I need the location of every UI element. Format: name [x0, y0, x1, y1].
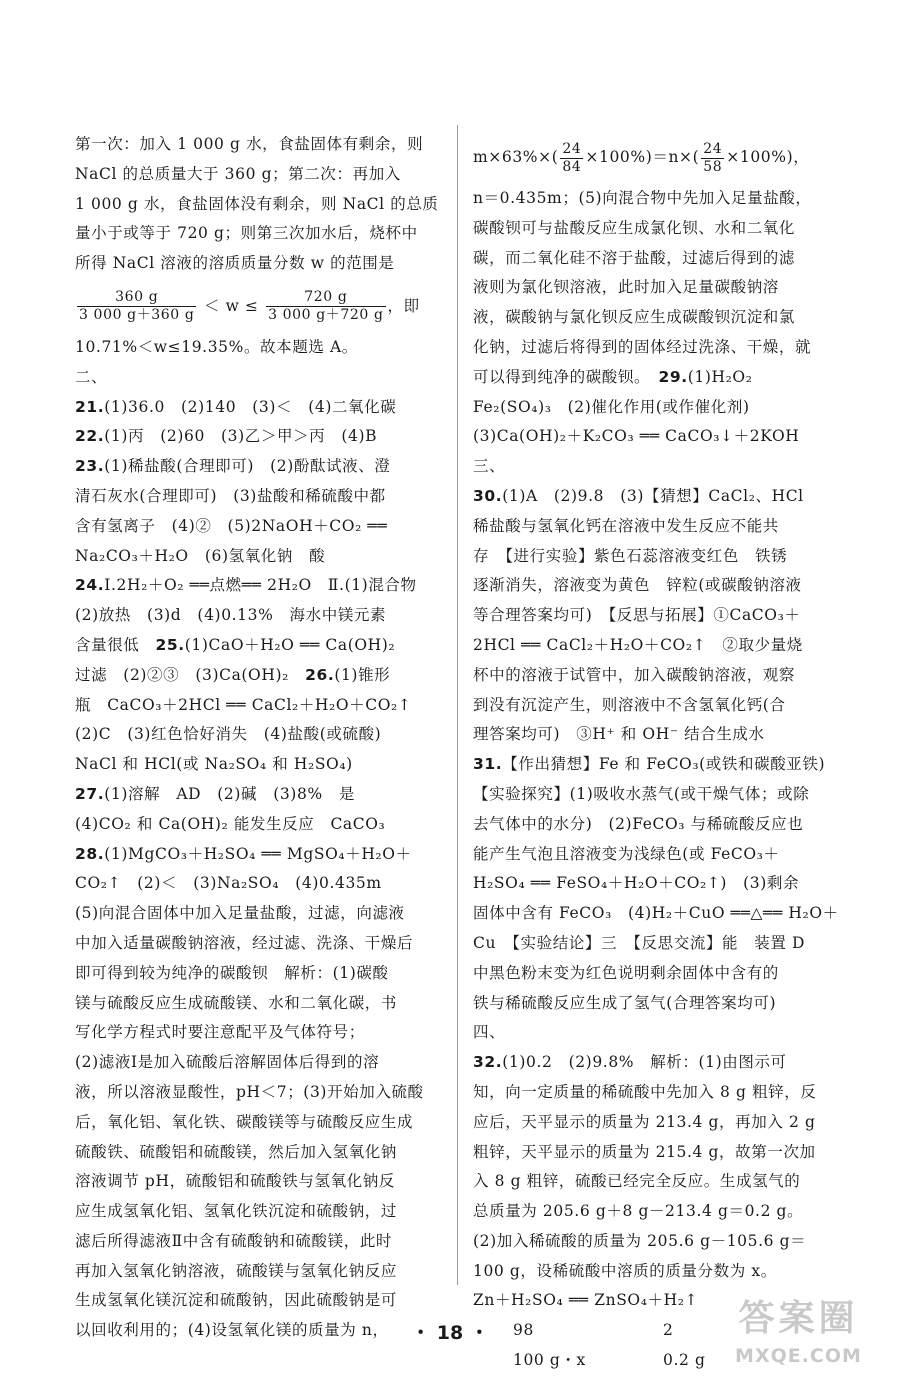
question-number: 21.	[75, 397, 105, 416]
question-number: 24.	[75, 576, 105, 595]
line-text: 含量很低	[75, 635, 140, 654]
line-text: 含有氢离子 (4)② (5)2NaOH＋CO₂ ══	[75, 516, 388, 535]
line-text: 固体中含有 FeCO₃ (4)H₂＋CuO ══△══ H₂O＋	[473, 904, 839, 923]
page-number: ・ 18 ・	[411, 1322, 489, 1344]
line-text: (2)C (3)红色恰好消失 (4)盐酸(或硫酸)	[75, 725, 382, 744]
formula-text: ×100%)＝n×(	[585, 148, 700, 166]
line-text: (2)加入稀硫酸的质量为 205.6 g－105.6 g＝	[473, 1231, 807, 1250]
text-line	[75, 601, 460, 631]
line-text: (1)CaO＋H₂O ══ Ca(OH)₂	[184, 635, 396, 654]
text-line	[473, 1048, 858, 1078]
fraction	[266, 289, 385, 324]
line-text: (2)滤液Ⅰ是加入硫酸后溶解固体后得到的溶	[75, 1053, 380, 1072]
fraction	[77, 289, 196, 324]
line-text: 等合理答案均可) 【反思与拓展】①CaCO₃＋	[473, 606, 801, 625]
text-line	[473, 691, 858, 721]
line-text: 滤后所得滤液Ⅱ中含有硫酸钠和硫酸镁，此时	[75, 1231, 393, 1250]
text-line	[473, 1078, 858, 1108]
text-line	[473, 1108, 858, 1138]
line-text: H₂SO₄ ══ FeSO₄＋H₂O＋CO₂↑) (3)剩余	[473, 874, 800, 893]
line-text: Ⅰ.2H₂＋O₂ ══点燃══ 2H₂O Ⅱ.(1)混合物	[104, 576, 417, 595]
formula-text: ×100%)，	[726, 148, 810, 166]
line-text: 去气体中的水分) (2)FeCO₃ 与稀硫酸反应也	[473, 814, 804, 833]
line-text: 生成氢氧化镁沉淀和硫酸钠，因此硫酸钠是可	[75, 1291, 398, 1310]
equation-value: 2	[663, 1321, 674, 1340]
text-line	[473, 363, 858, 393]
text-line	[473, 130, 858, 184]
text-line	[75, 780, 460, 810]
text-line	[75, 512, 460, 542]
equation-value: 100 g・x	[513, 1351, 586, 1370]
line-text: 稀盐酸与氢氧化钙在溶液中发生反应不能共	[473, 516, 779, 535]
line-text: (1)H₂O₂	[687, 367, 753, 386]
fraction-denominator: 3 000 g＋360 g	[79, 307, 195, 324]
text-line	[75, 840, 460, 870]
fraction-denominator: 3 000 g＋720 g	[268, 307, 384, 324]
line-text: (1)锥形	[334, 665, 391, 684]
line-text: 1 000 g 水，食盐固体没有剩余，则 NaCl 的总质	[75, 194, 439, 213]
line-text: 所得 NaCl 溶液的溶质质量分数 w 的范围是	[75, 254, 395, 273]
text-line	[473, 1197, 858, 1227]
line-text: 入 8 g 粗锌，硫酸已经完全反应。生成氢气的	[473, 1172, 801, 1191]
fraction-denominator: 84	[562, 158, 582, 175]
line-text: 能产生气泡且溶液变为浅绿色(或 FeCO₃＋	[473, 844, 780, 863]
line-text: (1)0.2 (2)9.8% 解析：(1)由图示可	[502, 1053, 787, 1072]
fraction	[701, 141, 724, 176]
line-text: 中加入适量碳酸钠溶液，经过滤、洗涤、干燥后	[75, 933, 414, 952]
text-line	[75, 869, 460, 899]
text-line	[473, 512, 858, 542]
text-line	[75, 810, 460, 840]
line-text: 量小于或等于 720 g；则第三次加水后，烧杯中	[75, 224, 418, 243]
text-line	[473, 840, 858, 870]
line-text: Zn＋H₂SO₄ ══ ZnSO₄＋H₂↑	[473, 1291, 699, 1310]
line-text: (1)A (2)9.8 (3)【猜想】CaCl₂、HCl	[502, 486, 804, 505]
line-text: 二、	[75, 367, 108, 386]
formula-text: ，即	[387, 296, 420, 315]
text-line	[473, 273, 858, 303]
line-text: (1)丙 (2)60 (3)乙＞甲＞丙 (4)B	[104, 427, 378, 446]
line-text: 碳酸钡可与盐酸反应生成氯化钡、水和二氧化	[473, 218, 796, 237]
line-text: (5)向混合固体中加入足量盐酸，过滤，向滤液	[75, 904, 405, 923]
text-line	[75, 989, 460, 1019]
line-text: 总质量为 205.6 g＋8 g－213.4 g＝0.2 g。	[473, 1202, 804, 1221]
watermark-main: 答案圈	[738, 1298, 859, 1339]
line-text: 存 【进行实验】紫色石蕊溶液变红色 铁锈	[473, 546, 788, 565]
text-line	[75, 750, 460, 780]
text-line	[75, 1138, 460, 1168]
question-number: 30.	[473, 486, 503, 505]
line-text: n＝0.435m；(5)向混合物中先加入足量盐酸，	[473, 189, 812, 207]
fraction-numerator: 24	[562, 140, 582, 157]
text-line	[75, 631, 460, 661]
line-text: 逐渐消失，溶液变为黄色 锌粒(或碳酸钠溶液	[473, 576, 802, 595]
line-text: 硫酸铁、硫酸铝和硫酸镁，然后加入氢氧化钠	[75, 1142, 398, 1161]
text-line	[473, 214, 858, 244]
question-number: 29.	[658, 367, 688, 386]
text-line	[473, 959, 858, 989]
line-text: Cu 【实验结论】三 【反思交流】能 装置 D	[473, 933, 805, 952]
text-line	[75, 1078, 460, 1108]
text-line	[75, 571, 460, 601]
text-line	[75, 333, 460, 363]
line-text: 瓶 CaCO₃＋2HCl ══ CaCl₂＋H₂O＋CO₂↑	[75, 695, 412, 714]
line-text: 到没有沉淀产生，则溶液中不含氢氧化钙(合	[473, 695, 786, 714]
line-text: 10.71%＜w≤19.35%。故本题选 A。	[75, 337, 358, 356]
text-line	[75, 279, 460, 333]
right-column	[473, 130, 858, 1376]
text-line	[75, 720, 460, 750]
question-number: 31.	[473, 755, 503, 774]
line-text: (1)36.0 (2)140 (3)＜ (4)二氧化碳	[104, 397, 397, 416]
text-line	[75, 1227, 460, 1257]
text-line	[75, 1108, 460, 1138]
question-number: 26.	[305, 665, 335, 684]
text-line	[75, 452, 460, 482]
line-text: 可以得到纯净的碳酸钡。	[473, 367, 643, 386]
fraction-numerator: 720 g	[266, 289, 385, 307]
line-text: 化钠，过滤后将得到的固体经过洗涤、干燥，就	[473, 337, 812, 356]
text-line	[473, 720, 858, 750]
text-line	[75, 1048, 460, 1078]
text-line	[473, 244, 858, 274]
text-line	[75, 691, 460, 721]
text-line	[75, 422, 460, 452]
line-text: (1)稀盐酸(合理即可) (2)酚酞试液、澄	[104, 457, 391, 476]
text-line	[473, 184, 858, 214]
text-line	[473, 452, 858, 482]
text-line	[473, 303, 858, 333]
text-line	[75, 899, 460, 929]
column-divider	[457, 125, 458, 1285]
line-text: 写化学方程式时要注意配平及气体符号；	[75, 1023, 365, 1042]
text-line	[75, 1257, 460, 1287]
text-line	[75, 190, 460, 220]
left-column	[75, 130, 460, 1346]
question-number: 25.	[155, 635, 185, 654]
line-text: 四、	[473, 1023, 506, 1042]
text-line	[75, 959, 460, 989]
line-text: (1)溶解 AD (2)碱 (3)8% 是	[104, 784, 355, 803]
line-text: 2HCl ══ CaCl₂＋H₂O＋CO₂↑ ②取少量烧	[473, 635, 803, 654]
text-line	[473, 929, 858, 959]
text-line	[75, 929, 460, 959]
text-line	[75, 661, 460, 691]
text-line	[473, 571, 858, 601]
line-text: Na₂CO₃＋H₂O (6)氢氧化钠 酸	[75, 546, 326, 565]
text-line	[75, 482, 460, 512]
line-text: NaCl 和 HCl(或 Na₂SO₄ 和 H₂SO₄)	[75, 755, 353, 774]
text-line	[473, 780, 858, 810]
line-text: 中黑色粉末变为红色说明剩余固体中含有的	[473, 963, 779, 982]
text-line	[75, 1167, 460, 1197]
text-line	[75, 160, 460, 190]
line-text: 以回收利用的；(4)设氢氧化镁的质量为 n，	[75, 1321, 389, 1340]
fraction	[560, 141, 583, 176]
question-number: 28.	[75, 844, 105, 863]
text-line	[473, 393, 858, 423]
line-text: 液，所以溶液显酸性，pH＜7；(3)开始加入硫酸	[75, 1082, 424, 1101]
line-text: 应生成氢氧化铝、氢氧化铁沉淀和硫酸钠，过	[75, 1202, 398, 1221]
line-text: (3)Ca(OH)₂＋K₂CO₃ ══ CaCO₃↓＋2KOH	[473, 427, 800, 446]
text-line	[75, 130, 460, 160]
line-text: 第一次：加入 1 000 g 水，食盐固体有剩余，则	[75, 135, 424, 153]
formula-text: m×63%×(	[473, 148, 559, 166]
text-line	[473, 750, 858, 780]
text-line	[473, 422, 858, 452]
line-text: (1)MgCO₃＋H₂SO₄ ══ MgSO₄＋H₂O＋	[104, 844, 412, 863]
line-text: NaCl 的总质量大于 360 g；第二次：再加入	[75, 164, 401, 183]
line-text: 应后，天平显示的质量为 213.4 g，再加入 2 g	[473, 1112, 816, 1131]
question-number: 22.	[75, 427, 105, 446]
line-text: (4)CO₂ 和 Ca(OH)₂ 能发生反应 CaCO₃	[75, 814, 386, 833]
line-text: 粗锌，天平显示的质量为 215.4 g，故第一次加	[473, 1142, 816, 1161]
text-line	[473, 1227, 858, 1257]
text-line	[473, 1018, 858, 1048]
text-line	[473, 989, 858, 1019]
line-text: 镁与硫酸反应生成硫酸镁、水和二氧化碳，书	[75, 993, 398, 1012]
watermark-sub: MXQE.COM	[735, 1345, 862, 1367]
text-line	[75, 393, 460, 423]
text-line	[75, 363, 460, 393]
text-line	[473, 1138, 858, 1168]
text-line	[473, 601, 858, 631]
formula-text: ＜ w ≤	[198, 296, 265, 315]
text-line	[473, 482, 858, 512]
line-text: 杯中的溶液于试管中，加入碳酸钠溶液，观察	[473, 665, 796, 684]
fraction-numerator: 360 g	[77, 289, 196, 307]
text-line	[473, 869, 858, 899]
line-text: 理答案均可) ③H⁺ 和 OH⁻ 结合生成水	[473, 725, 765, 744]
question-number: 27.	[75, 784, 105, 803]
text-line	[473, 1167, 858, 1197]
line-text: 后，氧化铝、氧化铁、碳酸镁等与硫酸反应生成	[75, 1112, 414, 1131]
line-text: (2)放热 (3)d (4)0.13% 海水中镁元素	[75, 606, 387, 625]
text-line	[75, 1197, 460, 1227]
line-text: 铁与稀硫酸反应生成了氢气(合理答案均可)	[473, 993, 777, 1012]
line-text: 液，碳酸钠与氯化钡反应生成碳酸钡沉淀和氯	[473, 308, 796, 327]
fraction-numerator: 24	[703, 140, 723, 157]
text-line	[473, 542, 858, 572]
text-line	[75, 249, 460, 279]
line-text: 三、	[473, 457, 506, 476]
line-text: CO₂↑ (2)＜ (3)Na₂SO₄ (4)0.435m	[75, 874, 382, 893]
line-text: 100 g，设稀硫酸中溶质的质量分数为 x。	[473, 1261, 777, 1280]
text-line	[473, 631, 858, 661]
text-line	[75, 219, 460, 249]
equation-value: 98	[513, 1321, 534, 1340]
question-number: 32.	[473, 1053, 503, 1072]
line-text: 即可得到较为纯净的碳酸钡 解析：(1)碳酸	[75, 963, 389, 982]
text-line	[473, 899, 858, 929]
text-line	[473, 810, 858, 840]
line-text: 【作出猜想】Fe 和 FeCO₃(或铁和碳酸亚铁)	[502, 755, 826, 774]
line-text: 过滤 (2)②③ (3)Ca(OH)₂	[75, 665, 289, 684]
line-text: 溶液调节 pH，硫酸铝和硫酸铁与氢氧化钠反	[75, 1172, 395, 1191]
line-text: Fe₂(SO₄)₃ (2)催化作用(或作催化剂)	[473, 397, 750, 416]
line-text: 碳，而二氧化硅不溶于盐酸，过滤后得到的滤	[473, 248, 796, 267]
text-line	[75, 1018, 460, 1048]
question-number: 23.	[75, 457, 105, 476]
text-line	[75, 542, 460, 572]
line-text: 清石灰水(合理即可) (3)盐酸和稀硫酸中都	[75, 486, 386, 505]
line-text: 液则为氯化钡溶液，此时加入足量碳酸钠溶	[473, 278, 779, 297]
text-line	[75, 1286, 460, 1316]
text-line	[473, 1257, 858, 1287]
fraction-denominator: 58	[703, 158, 723, 175]
text-line	[473, 661, 858, 691]
line-text: 再加入氢氧化钠溶液，硫酸镁与氢氧化钠反应	[75, 1261, 398, 1280]
watermark-logo	[711, 1295, 886, 1380]
line-text: 知，向一定质量的稀硫酸中先加入 8 g 粗锌，反	[473, 1082, 817, 1101]
text-line	[473, 333, 858, 363]
equation-value: 0.2 g	[663, 1351, 706, 1370]
line-text: 【实验探究】(1)吸收水蒸气(或干燥气体；或除	[473, 784, 810, 803]
